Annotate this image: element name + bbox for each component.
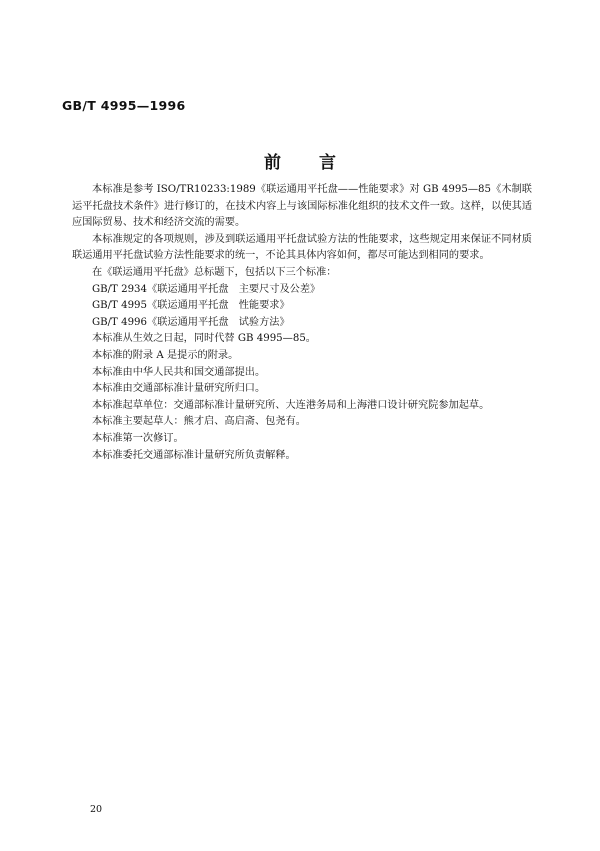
- paragraph: 本标准的附录 A 是提示的附录。: [92, 349, 239, 361]
- paragraph: 本标准由中华人民共和国交通部提出。: [92, 366, 266, 378]
- paragraph: 本标准委托交通部标准计量研究所负责解释。: [92, 449, 296, 461]
- standard-number: GB/T 4995—1996: [62, 98, 186, 113]
- paragraph: 本标准主要起草人：熊才启、高启斋、包尧有。: [92, 416, 306, 428]
- related-standard-item: GB/T 2934《联运通用平托盘 主要尺寸及公差》: [92, 283, 321, 295]
- related-standard-item: GB/T 4996《联运通用平托盘 试验方法》: [92, 316, 290, 328]
- paragraph: 在《联运通用平托盘》总标题下，包括以下三个标准：: [92, 266, 337, 278]
- paragraph: 本标准由交通部标准计量研究所归口。: [92, 383, 266, 395]
- foreword-body: [72, 182, 532, 464]
- page-title: 前言: [264, 153, 374, 173]
- paragraph: 本标准第一次修订。: [92, 432, 184, 444]
- paragraph: 本标准规定的各项规则，涉及到联运通用平托盘试验方法的性能要求，这些规定用来保证不同材质联运通用平托盘试验方法性能要求的统一，不论其具体内容如何，都尽可能达到相同的要求。: [72, 233, 532, 262]
- page-number: 20: [90, 804, 103, 815]
- paragraph: 本标准从生效之日起，同时代替 GB 4995—85。: [92, 333, 316, 345]
- related-standard-item: GB/T 4995《联运通用平托盘 性能要求》: [92, 300, 290, 312]
- paragraph: 本标准起草单位：交通部标准计量研究所、大连港务局和上海港口设计研究院参加起草。: [92, 399, 490, 411]
- paragraph: 本标准是参考 ISO/TR10233:1989《联运通用平托盘——性能要求》对 GB 4995—85《木制联运平托盘技术条件》进行修订的，在技术内容上与该国际标准化组织的技术文件一致。这样，以使其适应国际贸易、技术和经济交流的需要。: [72, 184, 532, 229]
